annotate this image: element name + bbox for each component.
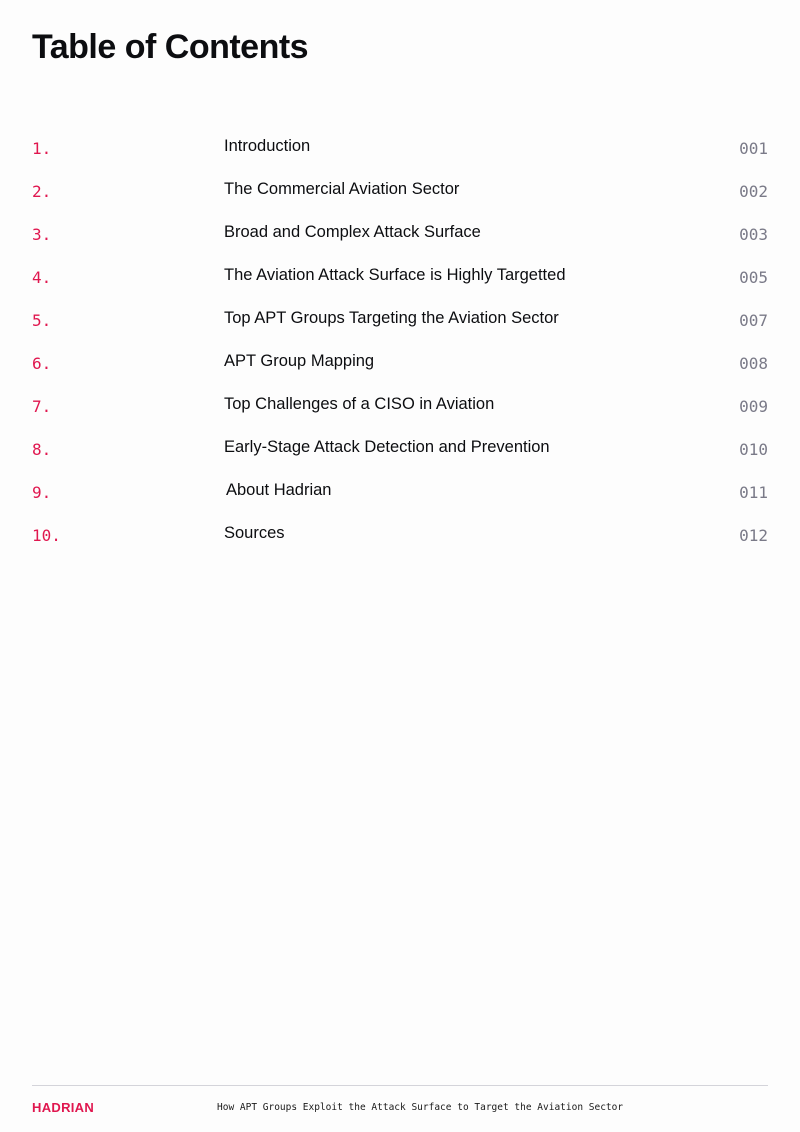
toc-entry-title: Introduction <box>224 137 311 155</box>
toc-entry-title: Top APT Groups Targeting the Aviation Sector <box>224 309 559 327</box>
toc-entry-number: 5. <box>32 311 52 330</box>
hadrian-logo: HADRIAN <box>32 1100 95 1115</box>
toc-entry-title: Top Challenges of a CISO in Aviation <box>224 395 495 413</box>
toc-entry-title: Early-Stage Attack Detection and Prevention <box>224 438 550 456</box>
toc-entry-title: The Aviation Attack Surface is Highly Targetted <box>224 266 566 284</box>
toc-entry-page: 008 <box>739 354 768 373</box>
toc-entry-number: 1. <box>32 139 52 158</box>
toc-entry-6[interactable] <box>0 341 800 384</box>
toc-entry-9[interactable] <box>0 470 800 513</box>
toc-entry-page: 007 <box>739 311 768 330</box>
toc-entry-7[interactable] <box>0 384 800 427</box>
toc-entry-number: 3. <box>32 225 52 244</box>
toc-entry-title: Sources <box>224 524 285 542</box>
toc-entry-page: 005 <box>739 268 768 287</box>
toc-entry-page: 011 <box>739 483 768 502</box>
toc-entry-page: 010 <box>739 440 768 459</box>
table-of-contents <box>0 126 800 556</box>
toc-entry-number: 8. <box>32 440 52 459</box>
toc-entry-2[interactable] <box>0 169 800 212</box>
toc-entry-title: About Hadrian <box>226 481 332 499</box>
toc-entry-8[interactable] <box>0 427 800 470</box>
toc-entry-5[interactable] <box>0 298 800 341</box>
toc-entry-number: 4. <box>32 268 52 287</box>
toc-entry-number: 2. <box>32 182 52 201</box>
toc-entry-title: APT Group Mapping <box>224 352 375 370</box>
toc-entry-page: 002 <box>739 182 768 201</box>
toc-entry-number: 6. <box>32 354 52 373</box>
toc-entry-1[interactable] <box>0 126 800 169</box>
toc-entry-3[interactable] <box>0 212 800 255</box>
toc-entry-page: 012 <box>739 526 768 545</box>
toc-entry-4[interactable] <box>0 255 800 298</box>
toc-entry-page: 003 <box>739 225 768 244</box>
toc-entry-number: 10. <box>32 526 61 545</box>
toc-entry-10[interactable] <box>0 513 800 556</box>
toc-entry-page: 009 <box>739 397 768 416</box>
page-title: Table of Contents <box>32 28 309 66</box>
toc-entry-number: 7. <box>32 397 52 416</box>
toc-entry-title: The Commercial Aviation Sector <box>224 180 460 198</box>
toc-entry-page: 001 <box>739 139 768 158</box>
footer-document-title: How APT Groups Exploit the Attack Surface to Target the Aviation Sector <box>217 1102 624 1113</box>
footer-divider <box>32 1085 768 1086</box>
toc-entry-number: 9. <box>32 483 52 502</box>
toc-entry-title: Broad and Complex Attack Surface <box>224 223 481 241</box>
